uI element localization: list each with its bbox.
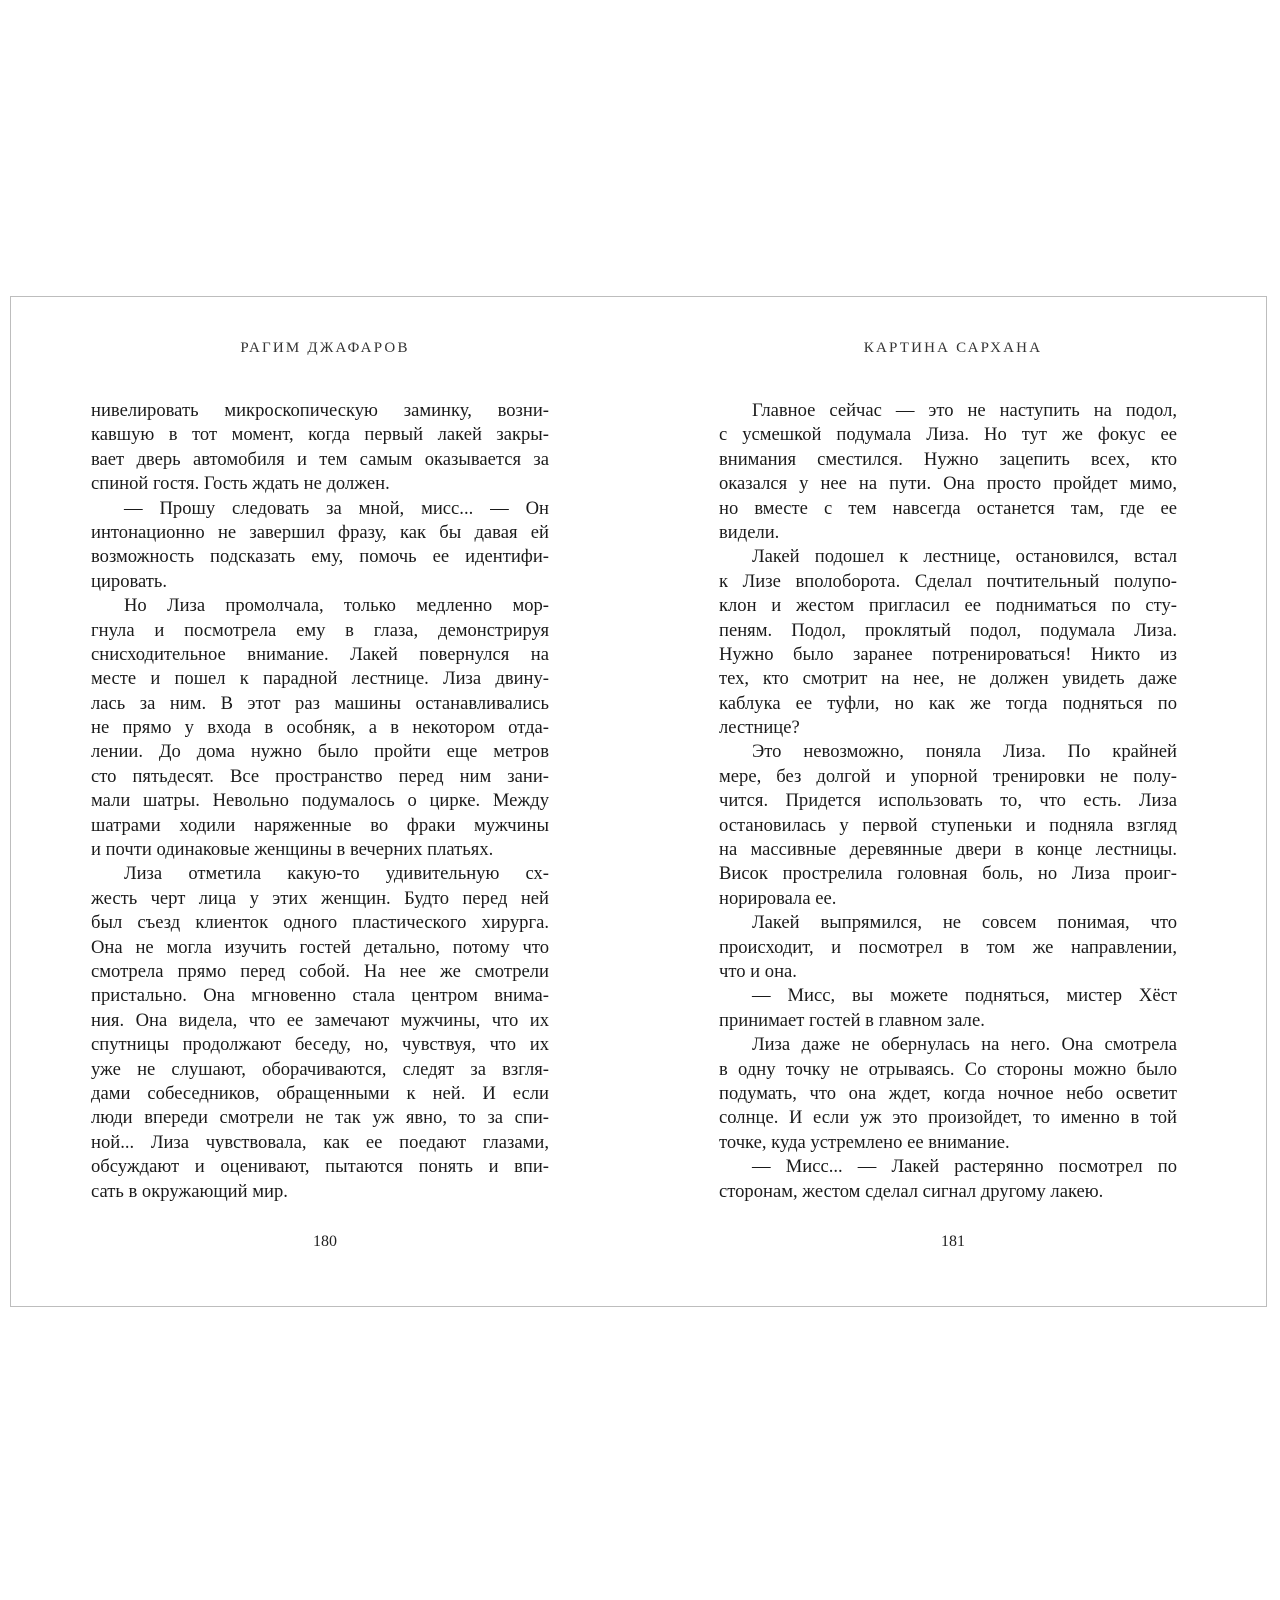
page-number-left: 180 [313, 1233, 337, 1250]
text-line: снисходительное внимание. Лакей повернулся на [91, 643, 549, 665]
text-line: происходит, и посмотрел в том же направлении, [719, 936, 1177, 958]
text-line: Это невозможно, поняла Лиза. По крайней [752, 741, 1177, 763]
text-line: но вместе с тем навсегда останется там, где ее [719, 497, 1177, 519]
text-line: подумать, что она ждет, когда ночное небо осветит [719, 1082, 1177, 1104]
page-number-right: 181 [941, 1233, 965, 1250]
text-line: обсуждают и оценивают, пытаются понять и впи- [91, 1156, 549, 1178]
text-line: в одну точку не отрываясь. Со стороны можно было [719, 1058, 1177, 1080]
text-line: шатрами ходили наряженные во фраки мужчины [91, 814, 549, 836]
text-line: Но Лиза промолчала, только медленно мор- [124, 595, 549, 617]
text-line: нивелировать микроскопическую заминку, возни- [91, 400, 549, 421]
text-line: к Лизе вполоборота. Сделал почтительный полупо- [719, 570, 1177, 592]
text-line: — Мисс, вы можете подняться, мистер Хёст [752, 985, 1177, 1007]
text-line: Лиза даже не обернулась на него. Она смотрела [752, 1034, 1177, 1056]
text-line: Главное сейчас — это не наступить на подол, [752, 400, 1177, 421]
left-page-body [91, 399, 549, 1204]
text-line: спутницы продолжают беседу, но, чувствуя, что их [91, 1034, 549, 1056]
text-line: и почти одинаковые женщины в вечерних платьях. [91, 839, 494, 861]
text-line: спиной гостя. Гость ждать не должен. [91, 473, 390, 495]
text-line: Лакей подошел к лестнице, остановился, встал [752, 546, 1177, 568]
text-line: Она не могла изучить гостей детально, потому что [91, 936, 549, 958]
text-line: интонационно не завершил фразу, как бы давая ей [91, 521, 549, 543]
text-line: сать в окружающий мир. [91, 1180, 288, 1202]
text-line: уже не слушают, оборачиваются, следят за взгля- [91, 1058, 549, 1080]
text-line: видели. [719, 521, 780, 543]
text-line: остановилась у первой ступеньки и подняла взгляд [719, 814, 1177, 836]
text-line: возможность подсказать ему, помочь ее идентифи- [91, 546, 549, 568]
running-head-author: РАГИМ ДЖАФАРОВ [240, 340, 410, 356]
book-spread [10, 296, 1267, 1307]
text-line: Лакей выпрямился, не совсем понимая, что [752, 912, 1177, 934]
text-line: люди впереди смотрели не так уж явно, то за спи- [91, 1107, 549, 1129]
text-line: пристально. Она мгновенно стала центром внима- [91, 985, 549, 1007]
text-line: каблука ее туфли, но как же тогда подняться по [719, 692, 1177, 714]
text-line: сторонам, жестом сделал сигнал другому лакею. [719, 1180, 1104, 1202]
text-line: Висок прострелила головная боль, но Лиза проиг- [719, 863, 1177, 885]
text-line: точке, куда устремлено ее внимание. [719, 1131, 1010, 1153]
text-line: что и она. [719, 960, 797, 982]
text-line: мере, без долгой и упорной тренировки не полу- [719, 765, 1177, 787]
left-page [11, 297, 639, 1306]
text-line: на массивные деревянные двери в конце лестницы. [719, 839, 1177, 861]
text-line: смотрела прямо перед собой. На нее же смотрели [91, 960, 549, 982]
text-line: ной... Лиза чувствовала, как ее поедают глазами, [91, 1131, 549, 1153]
text-line: ния. Она видела, что ее замечают мужчины, что их [91, 1009, 549, 1031]
text-line: дами собеседников, обращенными к ней. И если [91, 1082, 549, 1104]
text-line: солнце. И если уж это произойдет, то именно в той [719, 1107, 1177, 1129]
text-line: лении. До дома нужно было пройти еще метров [91, 741, 549, 763]
text-line: с усмешкой подумала Лиза. Но тут же фокус ее [719, 424, 1177, 446]
right-page [639, 297, 1267, 1306]
text-line: внимания сместился. Нужно зацепить всех, кто [719, 448, 1177, 470]
text-line: Нужно было заранее потренироваться! Никто из [719, 643, 1177, 665]
text-line: лестнице? [719, 717, 800, 739]
text-line: — Мисс... — Лакей растерянно посмотрел по [752, 1156, 1177, 1178]
text-line: жесть черт лица у этих женщин. Будто перед ней [91, 887, 549, 909]
text-line: Лиза отметила какую-то удивительную сх- [124, 863, 549, 885]
text-line: был съезд клиенток одного пластического хирурга. [91, 912, 549, 934]
text-line: — Прошу следовать за мной, мисс... — Он [124, 497, 549, 519]
text-line: не прямо у входа в особняк, а в некотором отда- [91, 717, 549, 739]
text-line: принимает гостей в главном зале. [719, 1009, 985, 1031]
right-page-body [719, 399, 1177, 1204]
text-line: кавшую в тот момент, когда первый лакей закры- [91, 424, 549, 446]
text-line: пеням. Подол, проклятый подол, подумала Лиза. [719, 619, 1177, 641]
text-line: сто пятьдесят. Все пространство перед ним зани- [91, 765, 549, 787]
text-line: норировала ее. [719, 887, 837, 909]
text-line: клон и жестом пригласил ее подниматься по сту- [719, 595, 1177, 617]
text-line: гнула и посмотрела ему в глаза, демонстрируя [91, 619, 549, 641]
running-head-title: КАРТИНА САРХАНА [863, 340, 1043, 356]
text-line: лась за ним. В этот раз машины останавливались [91, 692, 549, 714]
text-line: чится. Придется использовать то, что есть. Лиза [719, 790, 1177, 812]
text-line: мали шатры. Невольно подумалось о цирке. Между [91, 790, 549, 812]
text-line: цировать. [91, 570, 168, 592]
text-line: месте и пошел к парадной лестнице. Лиза двину- [91, 668, 549, 690]
text-line: оказался у нее на пути. Она просто пройдет мимо, [719, 473, 1177, 495]
text-line: вает дверь автомобиля и тем самым оказывается за [91, 448, 549, 470]
text-line: тех, кто смотрит на нее, не должен увидеть даже [719, 668, 1177, 690]
